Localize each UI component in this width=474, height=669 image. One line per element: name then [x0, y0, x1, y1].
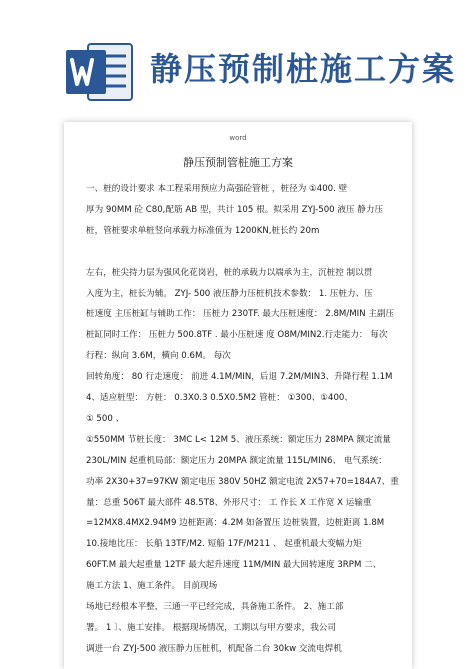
body-line: 桩速度 主压桩缸与辅助工作： 压桩力 230TF. 最大压桩速度： 2.8M/MIN 主副压: [86, 309, 395, 320]
body-line: 入度为主，桩长为辅。 ZYJ- 500 液压静力压桩机技术参数： 1. 压桩力、压: [86, 288, 373, 299]
body-line: ① 500 、: [86, 413, 125, 424]
body-line: 回转角度： 80 行走速度： 前进 4.1M/MIN，后退 7.2M/MIN3、升降行程 1.1M: [86, 372, 393, 383]
body-line: 功率 2X30+37=97KW 额定电压 380V 50HZ 额定电流 2X57+70=184A7、重: [86, 476, 399, 487]
body-line: 厚为 90MM 砼 C80,配筋 AB 型，共计 105 根。拟采用 ZYJ-500 液压 静力压: [86, 204, 384, 215]
banner-title: 静压预制桩施工方案: [150, 50, 457, 88]
body-line: 调进一台 ZYJ-500 液压静力压桩机，机配备二台 30kw 交流电焊机: [86, 643, 342, 654]
body-line: 行程：纵向 3.6M，横向 0.6M。 每次: [86, 351, 231, 362]
body-line: 施工方法 1、施工条件。 目前现场: [86, 581, 218, 592]
document-title: 静压预制管桩施工方案: [183, 156, 293, 169]
body-line: 桩缸同时工作： 压桩力 500.8TF . 最小压桩速 度 O8M/MIN2.行走能力： 每次: [86, 330, 388, 341]
page-header: word: [229, 134, 247, 142]
body-line: 场地已经根本平整，三通一平已经完成，具备施工条件。 2、施工部: [86, 602, 344, 612]
word-document-icon: [64, 40, 136, 104]
document-page: [64, 122, 412, 669]
body-line: 60FT.M 最大起重量 12TF 最大起升速度 11M/MIN 最大回转速度 3RPM 二、: [86, 560, 382, 571]
body-line: 量：总重 506T 最大部件 48.5T8、外形尺寸： 工 作长 X 工作宽 X 运输重: [86, 497, 372, 508]
body-line: =12MX8.4MX2.94M9 边桩距离：4.2M 如备置压 边桩装置，边桩距离 1.8M: [86, 518, 385, 529]
body-line: 4、适应桩型： 方桩： 0.3X0.3 0.5X0.5M2 管桩： ①300、①400、: [86, 393, 353, 403]
body-line: 桩，管桩要求单桩竖向承载力标准值为 1200KN,桩长约 20m: [86, 225, 320, 236]
banner: [0, 0, 474, 118]
body-line: 10.接地比压： 长船 13TF/M2. 短船 17F/M211 、 起重机最大变幅力矩: [86, 539, 362, 550]
body-line: ①550MM 节桩长度： 3MC L< 12M 5、液压系统：额定压力 28MPA 额定流量: [86, 434, 391, 445]
body-line: 署。 1 〕、施工安排。 根据现场情况，工期以与甲方要求，我公司: [86, 622, 336, 633]
body-line: 230L/MIN 起重机局部：额定压力 20MPA 额定流量 115L/MIN6、 电气系统：: [86, 455, 387, 466]
body-line: 左右，桩尖持力层为强风化花岗岩，桩的承载力以端承为主，沉桩控 制以贯: [86, 267, 373, 278]
body-line: 一、桩的设计要求 本工程采用预应力高强砼管桩 ，桩径为 ①400. 壁: [86, 184, 348, 194]
